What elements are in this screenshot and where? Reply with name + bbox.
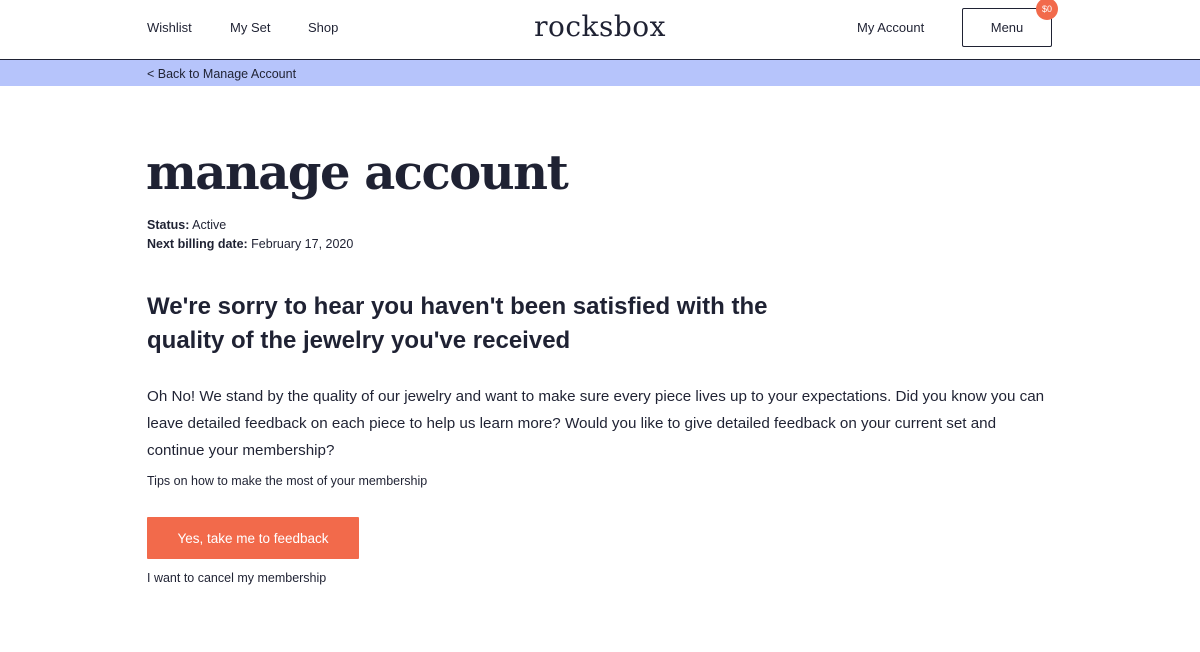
page-title: manage account: [146, 145, 568, 201]
back-to-manage-account-link[interactable]: < Back to Manage Account: [147, 67, 297, 81]
status-row: [147, 218, 226, 232]
membership-tips-link[interactable]: Tips on how to make the most of your membership: [147, 474, 428, 488]
nav-my-set-link[interactable]: My Set: [230, 20, 271, 35]
cart-badge[interactable]: $0: [1036, 0, 1058, 20]
status-value: Active: [189, 218, 227, 232]
menu-button[interactable]: Menu: [962, 8, 1052, 47]
billing-row: [147, 237, 353, 251]
back-bar: [0, 60, 1200, 86]
billing-label: Next billing date:: [147, 237, 248, 251]
go-to-feedback-button[interactable]: Yes, take me to feedback: [147, 517, 359, 559]
sorry-heading: We're sorry to hear you haven't been satisfied with the quality of the jewelry you've received: [147, 293, 768, 354]
feedback-description: Oh No! We stand by the quality of our jewelry and want to make sure every piece lives up to your expectations. Did you know you can leave detailed feedback on each piece to help us learn more? Would you like to give detailed feedback on your current set and continue your membership?: [147, 388, 1045, 459]
status-label: Status:: [147, 218, 190, 232]
my-account-link[interactable]: My Account: [857, 20, 925, 35]
nav-shop-link[interactable]: Shop: [308, 20, 339, 35]
billing-date-value: February 17, 2020: [247, 237, 354, 251]
logo-text[interactable]: rocksbox: [534, 10, 666, 43]
site-header: [0, 0, 1200, 60]
nav-wishlist-link[interactable]: Wishlist: [147, 20, 192, 35]
cancel-membership-link[interactable]: I want to cancel my membership: [147, 571, 327, 585]
